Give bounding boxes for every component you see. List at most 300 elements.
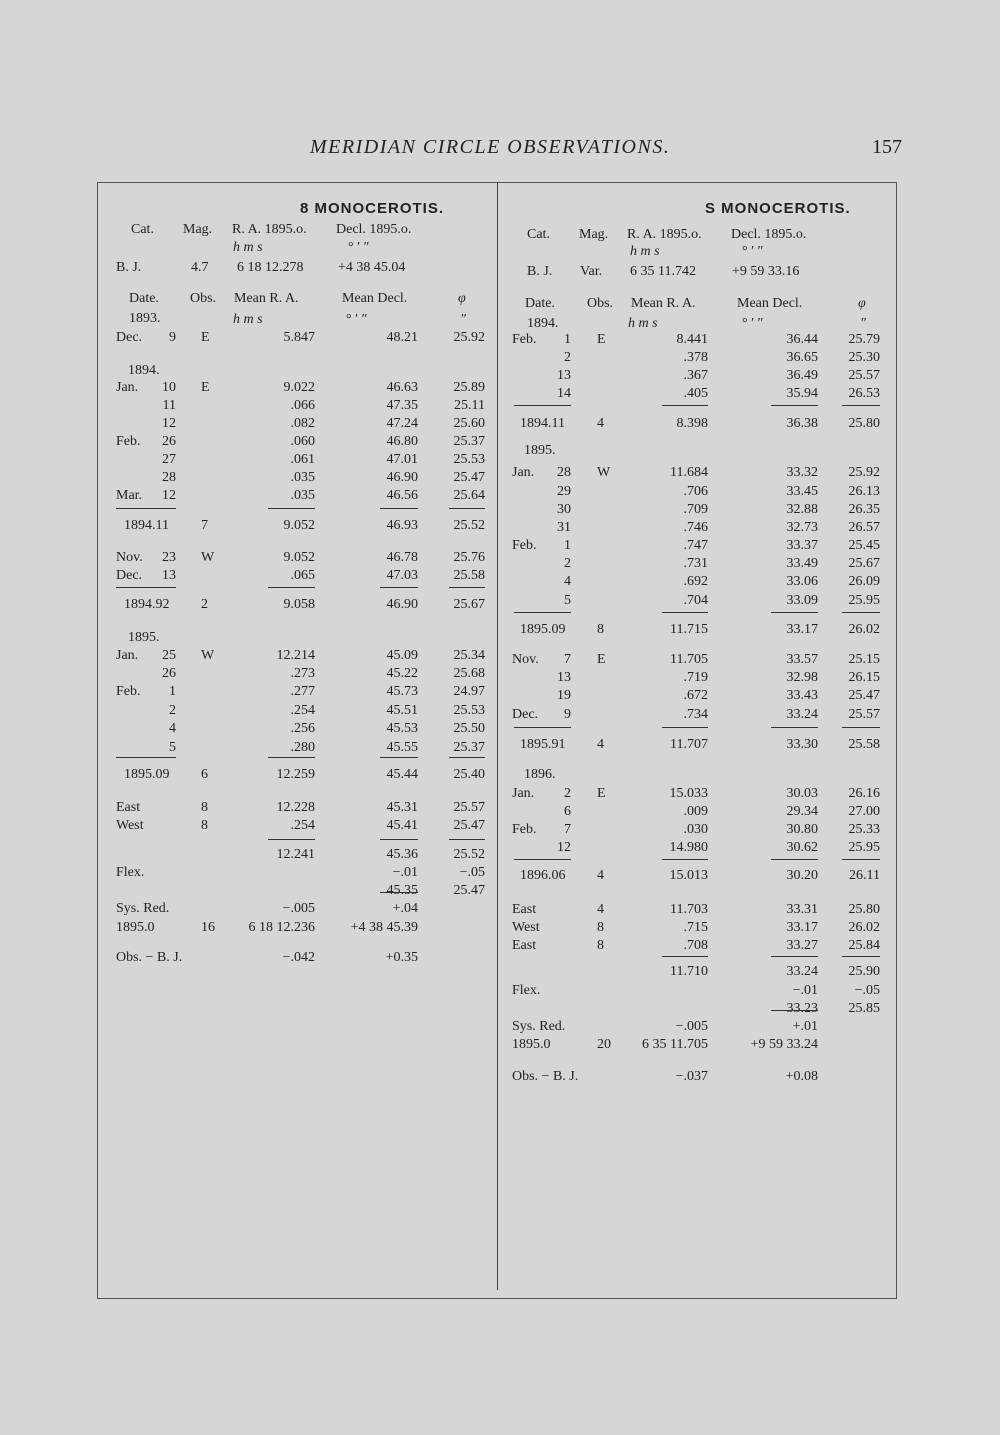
day-value: 10 <box>162 380 176 395</box>
year-label: 1894. <box>128 363 160 378</box>
day-value: 9 <box>169 330 176 345</box>
summation-rule <box>662 956 708 957</box>
day-value: 1 <box>564 538 571 553</box>
observer-value: 4 <box>597 902 604 917</box>
mean-ra-value: 12.241 <box>276 847 315 862</box>
year-label: 1893. <box>129 311 161 326</box>
observation-header: Obs. <box>190 291 217 306</box>
summation-rule <box>842 612 880 613</box>
day-value: 1 <box>169 684 176 699</box>
observer-value: 16 <box>201 920 215 935</box>
mean-ra-value: 8.398 <box>676 416 708 431</box>
summation-rule <box>771 1010 818 1011</box>
mean-ra-value: .273 <box>290 666 315 681</box>
table-row-label: Jan. <box>116 380 139 395</box>
day-value: 5 <box>564 593 571 608</box>
phi-value: 26.02 <box>848 920 880 935</box>
summation-rule <box>116 508 176 509</box>
mean-decl-value: 48.21 <box>386 330 418 345</box>
mean-decl-value: 36.49 <box>786 368 818 383</box>
day-value: 6 <box>564 804 571 819</box>
magnitude-value: 4.7 <box>191 260 209 275</box>
mean-ra-value: 12.214 <box>276 648 315 663</box>
catalog-header: Cat. <box>131 222 154 237</box>
day-value: 12 <box>162 488 176 503</box>
summation-rule <box>662 859 708 860</box>
day-value: 2 <box>169 703 176 718</box>
day-value: 25 <box>162 648 176 663</box>
day-value: 19 <box>557 688 571 703</box>
star-name: S MONOCEROTIS. <box>705 200 851 217</box>
day-value: 4 <box>169 721 176 736</box>
mean-decl-value: 47.01 <box>386 452 418 467</box>
observer-value: 8 <box>201 818 208 833</box>
observation-header: Mean R. A. <box>234 291 299 306</box>
day-value: 2 <box>564 786 571 801</box>
mean-decl-value: 46.90 <box>386 597 418 612</box>
mean-decl-value: 30.62 <box>786 840 818 855</box>
day-value: 1 <box>564 332 571 347</box>
mean-decl-value: 45.53 <box>386 721 418 736</box>
mean-decl-value: +9 59 33.24 <box>750 1037 818 1052</box>
phi-value: −.05 <box>459 865 485 880</box>
mean-decl-value: 46.93 <box>386 518 418 533</box>
mean-ra-value: 12.228 <box>276 800 315 815</box>
table-row-label: Dec. <box>512 707 539 722</box>
mean-epoch: 1895.09 <box>520 622 566 637</box>
mean-ra-value: .734 <box>683 707 708 722</box>
mean-decl-value: +4 38 45.39 <box>350 920 418 935</box>
phi-value: 25.67 <box>848 556 880 571</box>
mean-decl-value: −.01 <box>392 865 418 880</box>
day-value: 29 <box>557 484 571 499</box>
mean-decl-value: 32.98 <box>786 670 818 685</box>
catalog-ra: 6 35 11.742 <box>630 264 696 279</box>
phi-value: 25.52 <box>453 847 485 862</box>
mean-decl-value: +0.35 <box>385 950 418 965</box>
mean-ra-value: .066 <box>290 398 315 413</box>
mean-ra-value: .672 <box>683 688 708 703</box>
mean-ra-value: .704 <box>683 593 708 608</box>
catalog-header: Decl. 1895.o. <box>731 227 807 242</box>
catalog-decl: +4 38 45.04 <box>338 260 406 275</box>
column-divider <box>497 182 498 1290</box>
year-label: 1895. <box>524 443 556 458</box>
summation-rule <box>514 612 571 613</box>
day-value: 26 <box>162 666 176 681</box>
mean-ra-value: −.005 <box>282 901 315 916</box>
mean-decl-value: 33.24 <box>786 707 818 722</box>
phi-value: 25.89 <box>453 380 485 395</box>
observation-header: Mean R. A. <box>631 296 696 311</box>
mean-ra-value: 11.684 <box>670 465 708 480</box>
mean-decl-value: 46.56 <box>386 488 418 503</box>
mean-decl-value: +.04 <box>392 901 418 916</box>
day-value: 12 <box>162 416 176 431</box>
phi-value: 26.53 <box>848 386 880 401</box>
observer-value: 7 <box>201 518 208 533</box>
phi-value: 25.45 <box>848 538 880 553</box>
phi-value: 25.95 <box>848 593 880 608</box>
mean-decl-value: 47.03 <box>386 568 418 583</box>
table-row-label: Sys. Red. <box>116 901 170 916</box>
mean-decl-value: 33.09 <box>786 593 818 608</box>
day-value: 31 <box>557 520 571 535</box>
mean-decl-value: 33.37 <box>786 538 818 553</box>
mean-decl-value: 46.80 <box>386 434 418 449</box>
phi-value: 25.68 <box>453 666 485 681</box>
summation-rule <box>514 859 571 860</box>
mean-decl-value: 36.38 <box>786 416 818 431</box>
mean-ra-value: .692 <box>683 574 708 589</box>
table-row-label: Obs. − B. J. <box>512 1069 579 1084</box>
observer-value: 4 <box>597 868 604 883</box>
mean-ra-value: 14.980 <box>669 840 708 855</box>
mean-ra-value: .065 <box>290 568 315 583</box>
mean-decl-value: 33.23 <box>786 1001 818 1016</box>
phi-units: ″ <box>461 312 467 327</box>
phi-value: 25.58 <box>453 568 485 583</box>
table-row-label: Flex. <box>512 983 541 998</box>
mean-decl-value: 33.06 <box>786 574 818 589</box>
mean-decl-value: 33.45 <box>786 484 818 499</box>
table-row-label: Mar. <box>116 488 143 503</box>
day-value: 7 <box>564 652 571 667</box>
mean-ra-value: .719 <box>683 670 708 685</box>
mean-epoch: 1895.09 <box>124 767 170 782</box>
day-value: 28 <box>557 465 571 480</box>
mean-decl-value: 29.34 <box>786 804 818 819</box>
mean-ra-value: −.005 <box>675 1019 708 1034</box>
table-row-label: 1895.0 <box>512 1037 551 1052</box>
summation-rule <box>380 892 418 893</box>
phi-value: 25.47 <box>453 818 485 833</box>
day-value: 26 <box>162 434 176 449</box>
mean-ra-value: 6 18 12.236 <box>248 920 315 935</box>
observer-value: 8 <box>597 622 604 637</box>
table-row-label: Feb. <box>116 434 141 449</box>
mean-epoch: 1894.11 <box>124 518 169 533</box>
mean-decl-value: 46.63 <box>386 380 418 395</box>
ra-units: h m s <box>233 240 263 255</box>
observer-value: E <box>201 330 210 345</box>
phi-value: 25.50 <box>453 721 485 736</box>
phi-value: 26.13 <box>848 484 880 499</box>
phi-value: 25.30 <box>848 350 880 365</box>
mean-ra-value: 12.259 <box>276 767 315 782</box>
catalog-header: R. A. 1895.o. <box>627 227 702 242</box>
ra-units: h m s <box>630 244 660 259</box>
phi-value: 25.64 <box>453 488 485 503</box>
mean-decl-value: 47.35 <box>386 398 418 413</box>
table-row-label: East <box>512 902 537 917</box>
table-row-label: Feb. <box>116 684 141 699</box>
mean-ra-value: .706 <box>683 484 708 499</box>
day-value: 2 <box>564 350 571 365</box>
summation-rule <box>268 757 315 758</box>
observation-header: Obs. <box>587 296 614 311</box>
mean-ra-value: .731 <box>683 556 708 571</box>
mean-epoch: 1894.11 <box>520 416 565 431</box>
summation-rule <box>842 956 880 957</box>
mean-epoch: 1895.91 <box>520 737 566 752</box>
mean-ra-value: 11.703 <box>670 902 708 917</box>
summation-rule <box>842 859 880 860</box>
day-value: 14 <box>557 386 571 401</box>
mean-decl-value: 36.65 <box>786 350 818 365</box>
page-number: 157 <box>872 136 902 158</box>
mean-decl-value: 30.03 <box>786 786 818 801</box>
phi-value: 25.58 <box>848 737 880 752</box>
phi-value: 25.47 <box>453 883 485 898</box>
catalog-decl: +9 59 33.16 <box>732 264 800 279</box>
mean-decl-value: 45.44 <box>386 767 418 782</box>
table-row-label: Dec. <box>116 330 143 345</box>
mean-decl-value: 33.17 <box>786 622 818 637</box>
decl-units: ° ′ ″ <box>742 244 764 259</box>
observation-header: Date. <box>525 296 555 311</box>
mean-decl-value: 33.30 <box>786 737 818 752</box>
observer-value: W <box>201 550 215 565</box>
table-row-label: West <box>116 818 144 833</box>
phi-value: 25.57 <box>453 800 485 815</box>
phi-value: 25.92 <box>453 330 485 345</box>
phi-value: 25.37 <box>453 740 485 755</box>
mean-decl-value: 46.78 <box>386 550 418 565</box>
mean-decl-value: 45.22 <box>386 666 418 681</box>
mean-decl-value: 33.17 <box>786 920 818 935</box>
phi-value: 26.35 <box>848 502 880 517</box>
observer-value: 4 <box>597 416 604 431</box>
day-value: 13 <box>557 670 571 685</box>
mean-decl-value: 30.20 <box>786 868 818 883</box>
decl-units: ° ′ ″ <box>348 240 370 255</box>
table-row-label: Nov. <box>116 550 143 565</box>
day-value: 13 <box>557 368 571 383</box>
day-value: 4 <box>564 574 571 589</box>
mean-decl-value: 45.41 <box>386 818 418 833</box>
mean-ra-value: 5.847 <box>283 330 315 345</box>
mean-decl-value: 33.43 <box>786 688 818 703</box>
mean-ra-value: .747 <box>683 538 708 553</box>
year-label: 1895. <box>128 630 160 645</box>
catalog-label: B. J. <box>116 260 142 275</box>
summation-rule <box>771 859 818 860</box>
phi-value: 26.16 <box>848 786 880 801</box>
mean-ra-value: .254 <box>290 703 315 718</box>
day-value: 23 <box>162 550 176 565</box>
mean-decl-value: 47.24 <box>386 416 418 431</box>
summation-rule <box>116 587 176 588</box>
summation-rule <box>662 612 708 613</box>
mean-decl-value: 45.73 <box>386 684 418 699</box>
summation-rule <box>771 612 818 613</box>
phi-value: 25.60 <box>453 416 485 431</box>
mean-ra-value: .277 <box>290 684 315 699</box>
catalog-header: Mag. <box>183 222 213 237</box>
mean-ra-value: 9.052 <box>283 550 315 565</box>
magnitude-value: Var. <box>580 264 603 279</box>
summation-rule <box>771 727 818 728</box>
table-row-label: Sys. Red. <box>512 1019 566 1034</box>
page-header <box>0 136 1000 166</box>
observer-value: 8 <box>597 938 604 953</box>
phi-value: 26.15 <box>848 670 880 685</box>
catalog-header: R. A. 1895.o. <box>232 222 307 237</box>
phi-value: 25.11 <box>454 398 485 413</box>
mean-ra-value: .746 <box>683 520 708 535</box>
day-value: 9 <box>564 707 571 722</box>
observer-value: E <box>201 380 210 395</box>
phi-value: 26.11 <box>849 868 880 883</box>
day-value: 27 <box>162 452 176 467</box>
mean-decl-value: 33.49 <box>786 556 818 571</box>
observer-value: 2 <box>201 597 208 612</box>
mean-decl-value: 32.88 <box>786 502 818 517</box>
observer-value: E <box>597 332 606 347</box>
mean-ra-value: .709 <box>683 502 708 517</box>
summation-rule <box>842 405 880 406</box>
mean-ra-value: .060 <box>290 434 315 449</box>
mean-ra-value: 11.707 <box>670 737 708 752</box>
catalog-ra: 6 18 12.278 <box>237 260 304 275</box>
mean-ra-value: .367 <box>683 368 708 383</box>
observer-value: 4 <box>597 737 604 752</box>
observer-value: E <box>597 652 606 667</box>
mean-decl-value: 46.90 <box>386 470 418 485</box>
phi-units: ″ <box>861 316 867 331</box>
decl-units: ° ′ ″ <box>346 312 368 327</box>
mean-decl-value: 30.80 <box>786 822 818 837</box>
mean-ra-value: 11.715 <box>670 622 708 637</box>
observation-header: Date. <box>129 291 159 306</box>
phi-value: 25.37 <box>453 434 485 449</box>
phi-value: 25.80 <box>848 416 880 431</box>
observer-value: 6 <box>201 767 208 782</box>
observation-header: φ <box>458 291 466 306</box>
mean-ra-value: .061 <box>290 452 315 467</box>
mean-decl-value: 35.94 <box>786 386 818 401</box>
phi-value: 26.02 <box>848 622 880 637</box>
table-row-label: Feb. <box>512 332 537 347</box>
table-row-label: Feb. <box>512 538 537 553</box>
table-row-label: East <box>512 938 537 953</box>
star-name: 8 MONOCEROTIS. <box>300 200 445 217</box>
mean-decl-value: 33.32 <box>786 465 818 480</box>
mean-ra-value: .256 <box>290 721 315 736</box>
summation-rule <box>268 508 315 509</box>
phi-value: 25.85 <box>848 1001 880 1016</box>
phi-value: 26.57 <box>848 520 880 535</box>
observer-value: 20 <box>597 1037 611 1052</box>
running-title: MERIDIAN CIRCLE OBSERVATIONS. <box>310 136 671 158</box>
table-row-label: Nov. <box>512 652 539 667</box>
phi-value: −.05 <box>854 983 880 998</box>
mean-ra-value: 9.052 <box>283 518 315 533</box>
mean-ra-value: −.037 <box>675 1069 708 1084</box>
phi-value: 25.80 <box>848 902 880 917</box>
catalog-header: Cat. <box>527 227 550 242</box>
phi-value: 25.79 <box>848 332 880 347</box>
summation-rule <box>116 757 176 758</box>
phi-value: 25.53 <box>453 452 485 467</box>
mean-decl-value: 32.73 <box>786 520 818 535</box>
summation-rule <box>380 757 418 758</box>
year-label: 1894. <box>527 316 559 331</box>
phi-value: 25.92 <box>848 465 880 480</box>
phi-value: 25.67 <box>453 597 485 612</box>
ra-units: h m s <box>628 316 658 331</box>
observer-value: 8 <box>597 920 604 935</box>
phi-value: 24.97 <box>453 684 485 699</box>
mean-ra-value: .378 <box>683 350 708 365</box>
mean-ra-value: −.042 <box>282 950 315 965</box>
summation-rule <box>268 839 315 840</box>
mean-ra-value: 9.058 <box>283 597 315 612</box>
phi-value: 25.34 <box>453 648 485 663</box>
mean-ra-value: .708 <box>683 938 708 953</box>
mean-decl-value: −.01 <box>792 983 818 998</box>
mean-decl-value: 36.44 <box>786 332 818 347</box>
phi-value: 25.47 <box>848 688 880 703</box>
phi-value: 25.76 <box>453 550 485 565</box>
ra-units: h m s <box>233 312 263 327</box>
mean-ra-value: 8.441 <box>676 332 708 347</box>
mean-ra-value: .035 <box>290 470 315 485</box>
mean-ra-value: 15.033 <box>669 786 708 801</box>
mean-ra-value: 6 35 11.705 <box>642 1037 708 1052</box>
phi-value: 25.84 <box>848 938 880 953</box>
mean-ra-value: .405 <box>683 386 708 401</box>
mean-ra-value: .280 <box>290 740 315 755</box>
phi-value: 25.57 <box>848 707 880 722</box>
day-value: 30 <box>557 502 571 517</box>
summation-rule <box>514 727 571 728</box>
summation-rule <box>514 405 571 406</box>
phi-value: 25.15 <box>848 652 880 667</box>
day-value: 2 <box>564 556 571 571</box>
phi-value: 27.00 <box>848 804 880 819</box>
mean-decl-value: +0.08 <box>785 1069 818 1084</box>
day-value: 12 <box>557 840 571 855</box>
mean-decl-value: +.01 <box>792 1019 818 1034</box>
observation-header: Mean Decl. <box>737 296 803 311</box>
phi-value: 25.52 <box>453 518 485 533</box>
mean-decl-value: 33.31 <box>786 902 818 917</box>
phi-value: 25.95 <box>848 840 880 855</box>
phi-value: 25.57 <box>848 368 880 383</box>
observation-header: φ <box>858 296 866 311</box>
table-row-label: East <box>116 800 141 815</box>
mean-ra-value: .082 <box>290 416 315 431</box>
phi-value: 25.33 <box>848 822 880 837</box>
table-row-label: Dec. <box>116 568 143 583</box>
mean-epoch: 1894.92 <box>124 597 170 612</box>
observer-value: W <box>597 465 611 480</box>
mean-ra-value: .009 <box>683 804 708 819</box>
table-row-label: West <box>512 920 540 935</box>
phi-value: 25.90 <box>848 964 880 979</box>
mean-decl-value: 45.09 <box>386 648 418 663</box>
mean-decl-value: 45.55 <box>386 740 418 755</box>
mean-ra-value: .254 <box>290 818 315 833</box>
phi-value: 25.53 <box>453 703 485 718</box>
mean-decl-value: 45.36 <box>386 847 418 862</box>
summation-rule <box>842 727 880 728</box>
day-value: 11 <box>162 398 176 413</box>
mean-decl-value: 33.27 <box>786 938 818 953</box>
mean-ra-value: .715 <box>683 920 708 935</box>
